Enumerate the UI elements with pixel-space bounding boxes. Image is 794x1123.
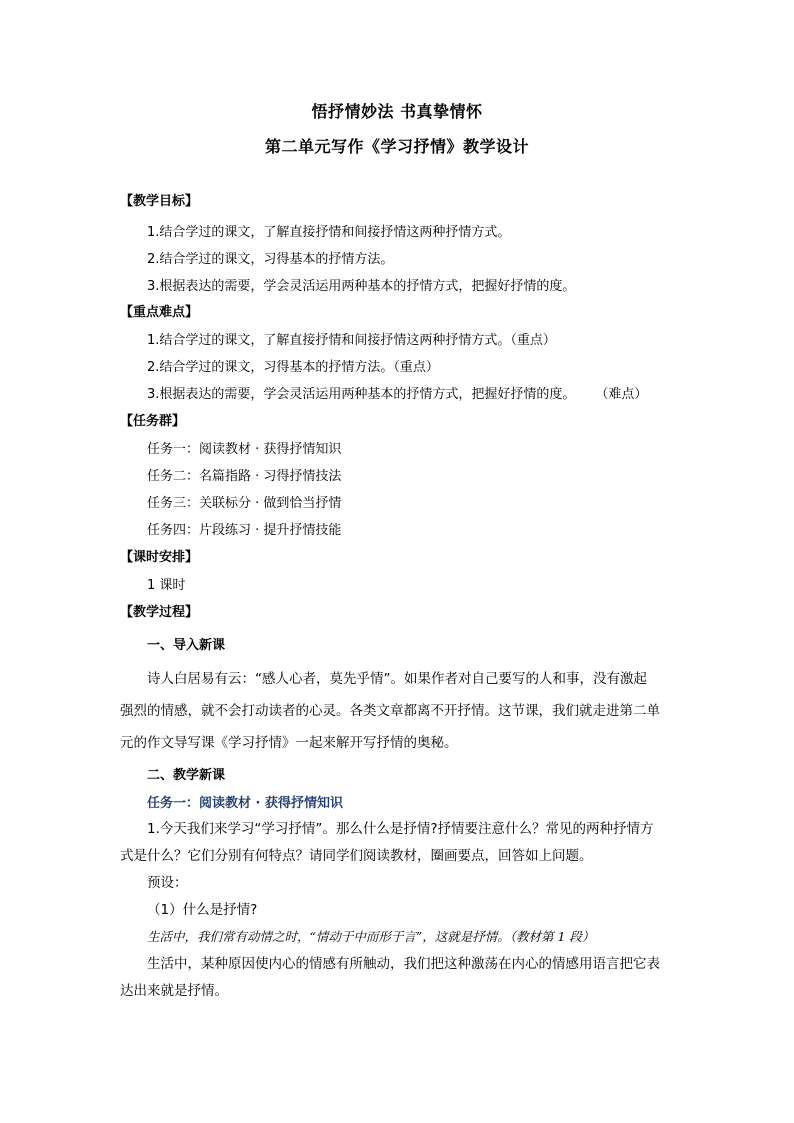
task-item-4: 任务四：片段练习 · 提升抒情技能 [147,523,342,538]
intro-paragraph-line-1: 诗人白居易有云：“感人心者，莫先乎情”。如果作者对自己要写的人和事，没有激起 [147,671,647,687]
document-title: 悟抒情妙法 书真挚情怀 [311,102,483,121]
goal-item-2: 2.结合学过的课文，习得基本的抒情方法。 [147,252,394,267]
task-item-3: 任务三：关联标分 · 做到恰当抒情 [147,496,342,511]
intro-paragraph-line-2: 强烈的情感，就不会打动读者的心灵。各类文章都离不开抒情。这节课，我们就走进第二单 [120,703,660,719]
process-section2-heading: 二、教学新课 [147,768,226,783]
task-item-2: 任务二：名篇指路 · 习得抒情技法 [147,469,342,484]
section-heading-tasks: 【任务群】 [120,414,186,429]
key-point-difficulty-tag: （难点） [595,387,648,402]
question-line-2: 式是什么？它们分别有何特点？请同学们阅读教材，圈画要点，回答如上问题。 [120,848,593,864]
schedule-value: 1 课时 [147,578,186,593]
sub-question: （1）什么是抒情? [147,902,258,918]
intro-paragraph-line-3: 元的作文导写课《学习抒情》一起来解开写抒情的奥秘。 [120,735,458,751]
key-point-item-3 [147,386,647,404]
section-heading-goals: 【教学目标】 [120,194,199,209]
preset-label: 预设： [147,875,188,891]
question-line-1: 1.今天我们来学习“学习抒情”。那么什么是抒情?抒情要注意什么？常见的两种抒情方 [147,821,654,837]
task-one-heading: 任务一：阅读教材 · 获得抒情知识 [147,796,343,811]
section-heading-schedule: 【课时安排】 [120,550,199,565]
process-section1-heading: 一、导入新课 [147,638,226,653]
key-point-item-3-text: 3.根据表达的需要，学会灵活运用两种基本的抒情方式，把握好抒情的度。 [147,387,576,402]
goal-item-1: 1.结合学过的课文，了解直接抒情和间接抒情这两种抒情方式。 [147,225,511,240]
answer-line-1: 生活中，某种原因使内心的情感有所触动，我们把这种激荡在内心的情感用语言把它表 [147,956,660,972]
key-point-item-1: 1.结合学过的课文，了解直接抒情和间接抒情这两种抒情方式。（重点） [147,333,556,348]
answer-line-2: 达出来就是抒情。 [120,983,228,999]
section-heading-process: 【教学过程】 [120,605,199,620]
task-item-1: 任务一：阅读教材 · 获得抒情知识 [147,442,342,457]
goal-item-3: 3.根据表达的需要，学会灵活运用两种基本的抒情方式，把握好抒情的度。 [147,279,576,294]
key-point-item-2: 2.结合学过的课文，习得基本的抒情方法。（重点） [147,360,439,375]
textbook-quote: 生活中，我们常有动情之时，“情动于中而形于言”，这就是抒情。（教材第 1 段） [147,929,595,944]
section-heading-key-points: 【重点难点】 [120,305,199,320]
document-subtitle: 第二单元写作《学习抒情》教学设计 [264,137,529,156]
